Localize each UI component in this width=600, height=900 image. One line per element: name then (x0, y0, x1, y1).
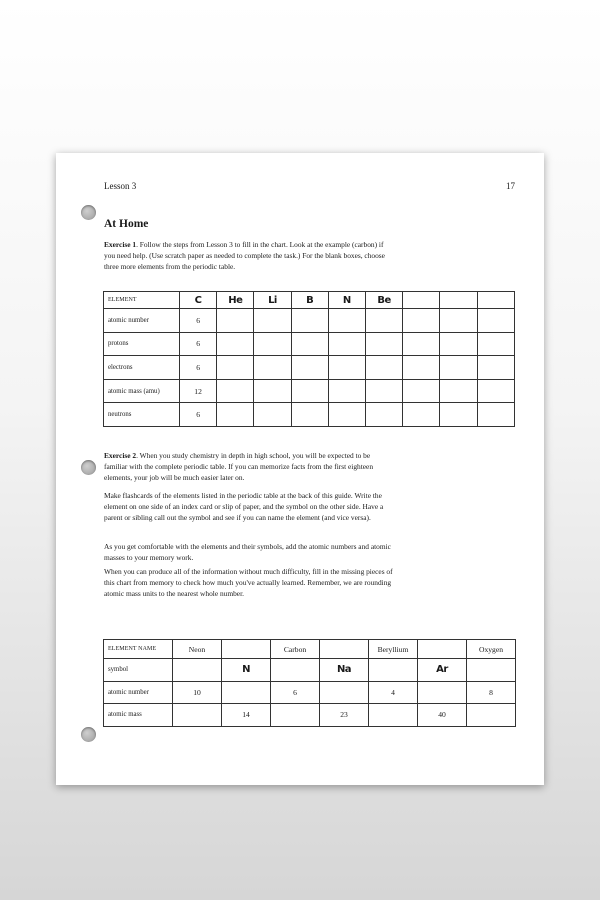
table-row (104, 403, 515, 427)
blank-cell[interactable] (440, 356, 477, 380)
blank-cell[interactable] (365, 356, 402, 380)
blank-cell[interactable] (254, 309, 291, 333)
table-row (104, 356, 515, 380)
element-symbol-cell: Na (320, 659, 369, 682)
blank-cell[interactable] (271, 659, 320, 682)
table-row (104, 659, 516, 682)
table-row (104, 704, 516, 727)
blank-cell[interactable] (365, 403, 402, 427)
blank-cell[interactable] (217, 356, 254, 380)
value-cell: 6 (271, 681, 320, 704)
exercise2-label: Exercise 2 (104, 451, 137, 460)
blank-cell[interactable] (477, 403, 514, 427)
element-name-cell: Oxygen (467, 640, 516, 659)
value-cell: 6 (180, 309, 217, 333)
exercise2-memory: As you get comfortable with the elements and their symbols, add the atomic numbers and atomic masses to your memory work. (104, 542, 391, 562)
row-label: symbol (104, 659, 173, 682)
row-label: electrons (104, 356, 180, 380)
blank-cell[interactable] (477, 309, 514, 333)
value-cell: 6 (180, 332, 217, 356)
blank-cell[interactable] (328, 356, 365, 380)
blank-cell[interactable] (328, 332, 365, 356)
exercise1-instructions (104, 239, 394, 272)
blank-cell[interactable] (418, 681, 467, 704)
blank-cell[interactable] (328, 379, 365, 403)
table-row (104, 640, 516, 659)
element-symbol-cell: He (217, 292, 254, 309)
blank-cell[interactable] (271, 704, 320, 727)
blank-cell[interactable] (403, 332, 440, 356)
table-row (104, 681, 516, 704)
blank-cell[interactable] (369, 704, 418, 727)
element-symbol-cell: B (291, 292, 328, 309)
blank-cell[interactable] (365, 379, 402, 403)
blank-cell[interactable] (291, 332, 328, 356)
exercise2-check: When you can produce all of the information without much difficulty, fill in the missing pieces of this chart from memory to check how much you've actually learned. Remember, we are rounding atomic mass units to the nearest whole number. (104, 567, 393, 598)
exercise2-intro (104, 450, 394, 483)
element-symbol-cell: Be (365, 292, 402, 309)
row-label: protons (104, 332, 180, 356)
blank-cell[interactable] (440, 332, 477, 356)
row-label: atomic mass (amu) (104, 379, 180, 403)
blank-cell[interactable] (320, 640, 369, 659)
row-label: atomic number (104, 309, 180, 333)
blank-cell[interactable] (217, 332, 254, 356)
table-header-label: ELEMENT NAME (104, 640, 173, 659)
table-header-label: ELEMENT (104, 292, 180, 309)
blank-cell[interactable] (217, 379, 254, 403)
blank-cell[interactable] (467, 659, 516, 682)
element-chart-table (103, 291, 515, 427)
binder-hole-icon (81, 205, 96, 220)
exercise2-text: . When you study chemistry in depth in high school, you will be expected to be familiar with the complete periodic table. If you can memorize facts from the first eighteen elements, your job will be much easier later on. (104, 451, 374, 482)
blank-cell[interactable] (477, 332, 514, 356)
blank-cell[interactable] (254, 356, 291, 380)
element-symbol-cell: N (222, 659, 271, 682)
element-symbol-cell: Ar (418, 659, 467, 682)
blank-cell[interactable] (291, 356, 328, 380)
element-symbol-cell: N (328, 292, 365, 309)
element-symbol-cell: Li (254, 292, 291, 309)
table-row (104, 379, 515, 403)
blank-cell[interactable] (217, 309, 254, 333)
row-label: atomic mass (104, 704, 173, 727)
value-cell: 10 (173, 681, 222, 704)
element-memory-table (103, 639, 516, 727)
section-title: At Home (104, 218, 149, 230)
blank-cell[interactable] (403, 379, 440, 403)
value-cell: 12 (180, 379, 217, 403)
element-name-cell: Beryllium (369, 640, 418, 659)
blank-cell[interactable] (291, 379, 328, 403)
blank-cell[interactable] (254, 379, 291, 403)
binder-hole-icon (81, 460, 96, 475)
blank-cell[interactable] (403, 309, 440, 333)
row-label: neutrons (104, 403, 180, 427)
blank-cell[interactable] (440, 403, 477, 427)
value-cell: 40 (418, 704, 467, 727)
blank-symbol-cell[interactable] (403, 292, 440, 309)
blank-cell[interactable] (440, 379, 477, 403)
binder-hole-icon (81, 727, 96, 742)
exercise2-flashcards: Make flashcards of the elements listed in the periodic table at the back of this guide. Write the element on one side of an index card or slip of paper, and the symbol on the other side. Have a parent or sibling call out the symbol and see if you can name the element (and vice versa). (104, 491, 384, 522)
blank-cell[interactable] (222, 640, 271, 659)
worksheet-page (56, 153, 544, 785)
value-cell: 8 (467, 681, 516, 704)
blank-cell[interactable] (217, 403, 254, 427)
blank-cell[interactable] (467, 704, 516, 727)
table-row (104, 309, 515, 333)
blank-cell[interactable] (365, 332, 402, 356)
blank-cell[interactable] (222, 681, 271, 704)
blank-cell[interactable] (173, 704, 222, 727)
blank-cell[interactable] (320, 681, 369, 704)
blank-cell[interactable] (418, 640, 467, 659)
blank-symbol-cell[interactable] (477, 292, 514, 309)
element-name-cell: Carbon (271, 640, 320, 659)
blank-cell[interactable] (291, 403, 328, 427)
blank-cell[interactable] (477, 356, 514, 380)
blank-cell[interactable] (440, 309, 477, 333)
table-row (104, 292, 515, 309)
value-cell: 23 (320, 704, 369, 727)
row-label: atomic number (104, 681, 173, 704)
blank-cell[interactable] (291, 309, 328, 333)
value-cell: 6 (180, 356, 217, 380)
blank-cell[interactable] (365, 309, 402, 333)
value-cell: 4 (369, 681, 418, 704)
lesson-label: Lesson 3 (104, 181, 137, 191)
blank-cell[interactable] (477, 379, 514, 403)
element-name-cell: Neon (173, 640, 222, 659)
exercise1-text: . Follow the steps from Lesson 3 to fill in the chart. Look at the example (carbon) if you need help. (Use scratch paper as needed to complete the task.) For the blank boxes, choose three more elements from the periodic table. (104, 240, 385, 271)
blank-cell[interactable] (328, 403, 365, 427)
page-number: 17 (506, 181, 515, 191)
blank-cell[interactable] (173, 659, 222, 682)
blank-cell[interactable] (403, 356, 440, 380)
value-cell: 14 (222, 704, 271, 727)
element-symbol-cell: C (180, 292, 217, 309)
blank-cell[interactable] (369, 659, 418, 682)
exercise1-label: Exercise 1 (104, 240, 137, 249)
blank-cell[interactable] (254, 403, 291, 427)
blank-cell[interactable] (328, 309, 365, 333)
table-row (104, 332, 515, 356)
value-cell: 6 (180, 403, 217, 427)
blank-cell[interactable] (403, 403, 440, 427)
blank-symbol-cell[interactable] (440, 292, 477, 309)
blank-cell[interactable] (254, 332, 291, 356)
